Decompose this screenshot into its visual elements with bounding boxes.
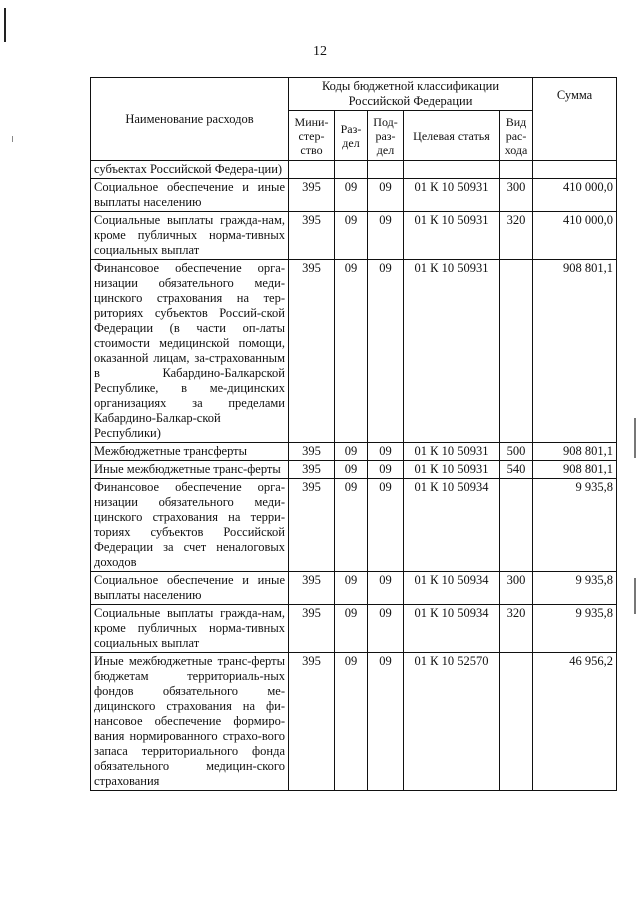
row-sum: 9 935,8 bbox=[533, 605, 617, 653]
row-ministry: 395 bbox=[289, 605, 335, 653]
scan-edge-mark bbox=[4, 8, 6, 42]
header-ministry: Мини-стер-ство bbox=[289, 111, 335, 161]
table-row bbox=[91, 260, 617, 443]
header-codes-group: Коды бюджетной классификации Российской Федерации bbox=[289, 78, 533, 111]
row-name: Межбюджетные трансферты bbox=[91, 443, 289, 461]
row-target: 01 К 10 50931 bbox=[404, 179, 500, 212]
scan-edge-mark-right bbox=[634, 418, 636, 458]
row-expense-type: 300 bbox=[500, 572, 533, 605]
row-sum: 9 935,8 bbox=[533, 479, 617, 572]
row-sum: 908 801,1 bbox=[533, 443, 617, 461]
table-row bbox=[91, 479, 617, 572]
header-sum-column: Сумма bbox=[533, 78, 617, 161]
row-sum: 9 935,8 bbox=[533, 572, 617, 605]
row-ministry: 395 bbox=[289, 653, 335, 791]
row-target: 01 К 10 52570 bbox=[404, 653, 500, 791]
row-target: 01 К 10 50931 bbox=[404, 443, 500, 461]
row-expense-type bbox=[500, 161, 533, 179]
row-name: Социальное обеспечение и иные выплаты населению bbox=[91, 179, 289, 212]
row-ministry: 395 bbox=[289, 443, 335, 461]
row-subsection bbox=[368, 161, 404, 179]
scan-dot-mark bbox=[12, 136, 13, 142]
table-row bbox=[91, 179, 617, 212]
row-expense-type: 320 bbox=[500, 212, 533, 260]
row-expense-type bbox=[500, 260, 533, 443]
row-name: Иные межбюджетные транс-ферты бюджетам территориаль-ных фондов обязательного ме-дицинского страхования на фи-нансовое обеспечение формиро-вания нормированного страхо-вого запаса территориального фонда обязательного медицин-ского страхования bbox=[91, 653, 289, 791]
row-subsection: 09 bbox=[368, 479, 404, 572]
row-subsection: 09 bbox=[368, 605, 404, 653]
row-target: 01 К 10 50934 bbox=[404, 572, 500, 605]
row-sum: 410 000,0 bbox=[533, 212, 617, 260]
row-target: 01 К 10 50931 bbox=[404, 461, 500, 479]
table-row bbox=[91, 572, 617, 605]
row-section: 09 bbox=[335, 443, 368, 461]
row-name: Социальное обеспечение и иные выплаты населению bbox=[91, 572, 289, 605]
table-row bbox=[91, 461, 617, 479]
row-sum: 46 956,2 bbox=[533, 653, 617, 791]
row-section: 09 bbox=[335, 461, 368, 479]
row-section: 09 bbox=[335, 260, 368, 443]
row-subsection: 09 bbox=[368, 212, 404, 260]
header-section: Раз-дел bbox=[335, 111, 368, 161]
row-section: 09 bbox=[335, 179, 368, 212]
row-name: Социальные выплаты гражда-нам, кроме публичных норма-тивных социальных выплат bbox=[91, 605, 289, 653]
row-ministry: 395 bbox=[289, 461, 335, 479]
row-name: Финансовое обеспечение орга-низации обязательного меди-цинского страхования на терри-ториях субъектов Российской Федерации за счет неналоговых доходов bbox=[91, 479, 289, 572]
row-sum: 908 801,1 bbox=[533, 260, 617, 443]
row-name: субъектах Российской Федера-ции) bbox=[91, 161, 289, 179]
row-subsection: 09 bbox=[368, 461, 404, 479]
row-ministry: 395 bbox=[289, 212, 335, 260]
row-subsection: 09 bbox=[368, 260, 404, 443]
table-row bbox=[91, 161, 617, 179]
table-row bbox=[91, 443, 617, 461]
header-expense-type: Вид рас-хода bbox=[500, 111, 533, 161]
row-expense-type: 540 bbox=[500, 461, 533, 479]
row-target bbox=[404, 161, 500, 179]
row-subsection: 09 bbox=[368, 572, 404, 605]
row-sum: 410 000,0 bbox=[533, 179, 617, 212]
row-section: 09 bbox=[335, 572, 368, 605]
row-target: 01 К 10 50931 bbox=[404, 212, 500, 260]
row-expense-type: 300 bbox=[500, 179, 533, 212]
row-expense-type: 320 bbox=[500, 605, 533, 653]
row-ministry: 395 bbox=[289, 179, 335, 212]
row-section bbox=[335, 161, 368, 179]
row-subsection: 09 bbox=[368, 179, 404, 212]
row-section: 09 bbox=[335, 212, 368, 260]
table-row bbox=[91, 212, 617, 260]
row-name: Иные межбюджетные транс-ферты bbox=[91, 461, 289, 479]
row-sum: 908 801,1 bbox=[533, 461, 617, 479]
row-target: 01 К 10 50934 bbox=[404, 479, 500, 572]
row-section: 09 bbox=[335, 605, 368, 653]
row-ministry: 395 bbox=[289, 479, 335, 572]
row-subsection: 09 bbox=[368, 443, 404, 461]
row-expense-type bbox=[500, 653, 533, 791]
row-ministry bbox=[289, 161, 335, 179]
row-expense-type: 500 bbox=[500, 443, 533, 461]
row-ministry: 395 bbox=[289, 260, 335, 443]
page-number: 12 bbox=[313, 44, 327, 59]
scan-edge-mark-right-2 bbox=[634, 578, 636, 614]
row-section: 09 bbox=[335, 479, 368, 572]
row-name: Финансовое обеспечение орга-низации обязательного меди-цинского страхования на тер-риториях субъектов Россий-ской Федерации (в части оп-латы стоимости медицинской помощи, оказанной лицам, за-страхованным в Кабардино-Балкарской Республике, в ме-дицинских организациях за пределами Кабардино-Балкар-ской Республики) bbox=[91, 260, 289, 443]
budget-table bbox=[90, 77, 617, 791]
header-subsection: Под-раз-дел bbox=[368, 111, 404, 161]
row-ministry: 395 bbox=[289, 572, 335, 605]
row-target: 01 К 10 50934 bbox=[404, 605, 500, 653]
row-section: 09 bbox=[335, 653, 368, 791]
header-name-column: Наименование расходов bbox=[91, 78, 289, 161]
header-target: Целевая статья bbox=[404, 111, 500, 161]
row-subsection: 09 bbox=[368, 653, 404, 791]
row-sum bbox=[533, 161, 617, 179]
row-target: 01 К 10 50931 bbox=[404, 260, 500, 443]
table-row bbox=[91, 605, 617, 653]
row-name: Социальные выплаты гражда-нам, кроме публичных норма-тивных социальных выплат bbox=[91, 212, 289, 260]
row-expense-type bbox=[500, 479, 533, 572]
table-row bbox=[91, 653, 617, 791]
